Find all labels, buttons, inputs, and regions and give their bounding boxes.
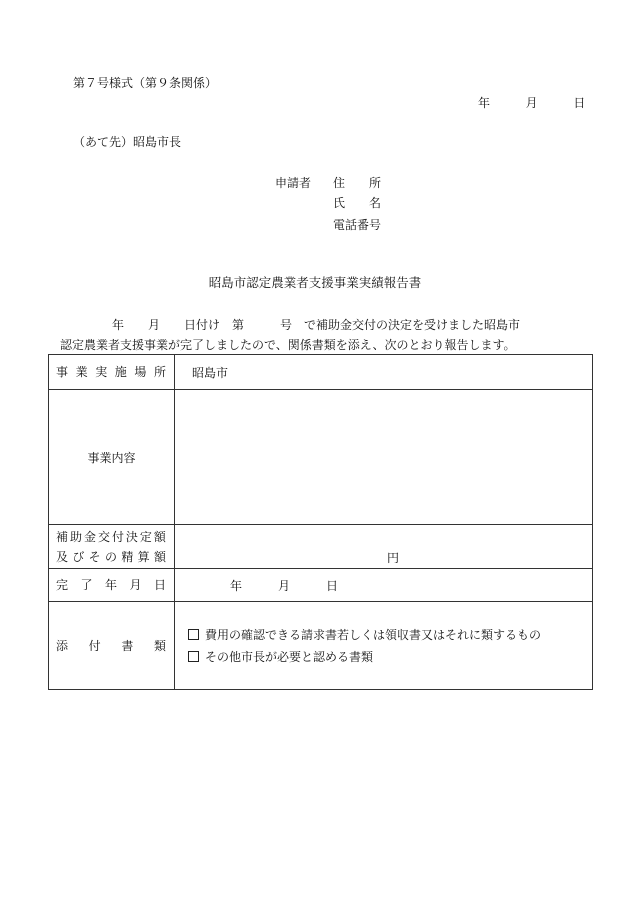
addressee: （あて先）昭島市長 [73,135,182,149]
applicant-address-label: 住 所 [333,176,382,190]
label-char: 完 [56,578,69,592]
completion-value-cell[interactable] [175,569,593,602]
label-char: 了 [80,578,93,592]
location-value: 昭島市 [192,365,229,380]
date-year: 年 [478,96,491,110]
attachment-item-label: 費用の確認できる請求書若しくは領収書又はそれに類するもの [205,627,542,642]
label-char: 算 [137,549,150,564]
amount-label-line-1 [49,527,174,547]
label-char: 助 [69,529,82,544]
label-char: 月 [129,578,142,592]
label-char: 定 [139,529,152,544]
location-label-cell [49,355,175,390]
body-text-line-1: 年 月 日付け 第 号 で補助金交付の決定を受けました昭島市 [112,318,521,332]
label-char: 場 [134,365,147,379]
checkbox-icon[interactable] [188,629,199,640]
label-char: の [104,549,117,564]
applicant-phone-label: 電話番号 [333,218,382,232]
row-location [49,355,593,390]
row-completion [49,569,593,602]
attachment-item-label: その他市長が必要と認める書類 [205,649,374,664]
report-table [48,354,593,690]
label-char: 交 [97,529,110,544]
location-value-cell [175,355,593,390]
label-char: 決 [125,529,138,544]
document-title: 昭島市認定農業者支援事業実績報告書 [208,275,422,290]
applicant-name-label: 氏 名 [333,196,382,210]
form-number: 第７号様式（第９条関係） [73,76,218,90]
label-char: 補 [56,529,69,544]
date-month: 月 [525,96,538,110]
label-char: 所 [153,365,166,379]
label-char: 額 [153,529,166,544]
applicant-role: 申請者 [275,176,312,190]
label-char: 付 [88,638,101,653]
date-day: 日 [573,96,586,110]
label-char: 類 [153,638,166,653]
label-char: 年 [104,578,117,592]
label-char: 精 [121,549,134,564]
amount-label-cell [49,525,175,569]
attachments-label-cell [49,602,175,690]
submission-date [478,96,585,110]
attachments-value-cell [175,602,593,690]
label-char: 業 [75,365,88,379]
amount-label-line-2 [49,547,174,567]
label-char: 及 [56,549,69,564]
row-amount [49,525,593,569]
label-char: び [72,549,85,564]
body-text-line-2: 認定農業者支援事業が完了しましたので、関係書類を添え、次のとおり報告します。 [60,338,516,352]
attachment-item[interactable] [175,646,592,668]
amount-unit: 円 [387,551,400,565]
label-char: 書 [121,638,134,653]
content-label: 事業内容 [49,390,175,525]
completion-value: 年 月 日 [230,578,339,593]
label-char: そ [88,549,101,564]
amount-value-cell[interactable] [175,525,593,569]
content-value-cell[interactable] [175,390,593,525]
label-char: 施 [114,365,127,379]
label-char: 付 [111,529,124,544]
row-content [49,390,593,525]
completion-label-cell [49,569,175,602]
label-char: 日 [153,578,166,592]
row-attachments [49,602,593,690]
location-label [49,362,174,382]
attachment-item[interactable] [175,624,592,646]
attachments-label [49,636,174,656]
completion-label [49,575,174,595]
label-char: 実 [95,365,108,379]
label-char: 事 [56,365,69,379]
label-char: 添 [56,638,69,653]
label-char: 金 [83,529,96,544]
checkbox-icon[interactable] [188,651,199,662]
label-char: 額 [153,549,166,564]
